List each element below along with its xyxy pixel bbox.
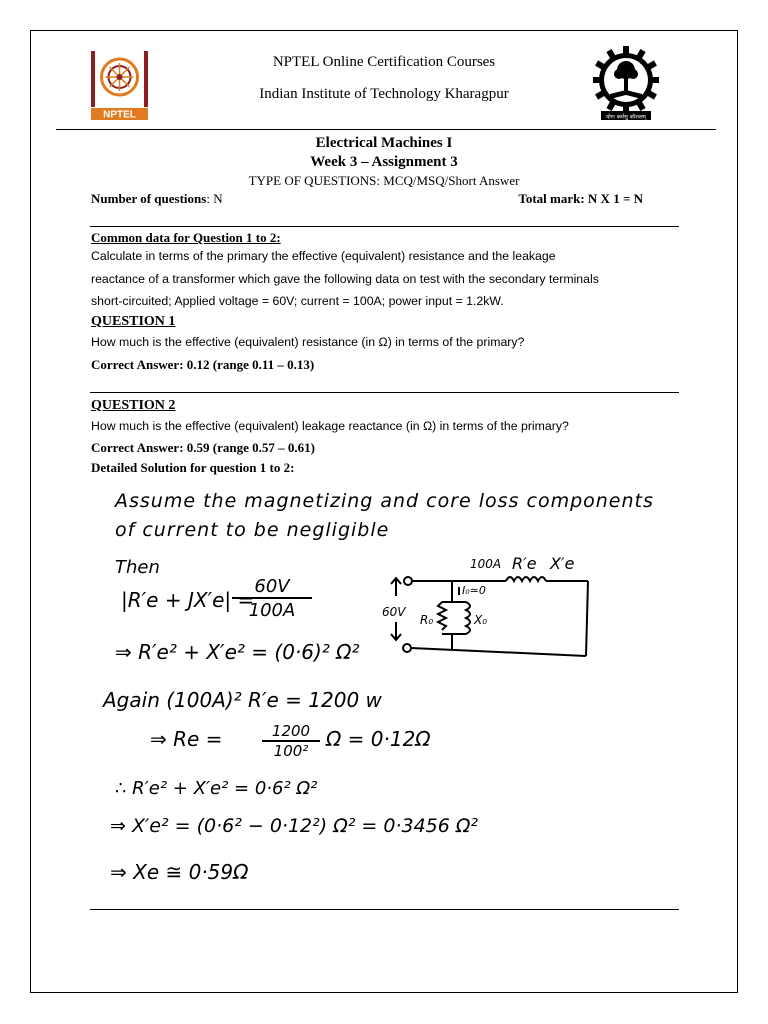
question-types: TYPE OF QUESTIONS: MCQ/MSQ/Short Answer xyxy=(248,173,520,188)
handwritten-xe-square: ⇒ X′e² = (0·6² − 0·12²) Ω² = 0·3456 Ω² xyxy=(110,815,479,837)
header-line-1: NPTEL Online Certification Courses xyxy=(272,54,496,70)
divider-2 xyxy=(90,392,679,393)
svg-text:100A: 100A xyxy=(470,557,502,571)
divider-1 xyxy=(90,226,679,227)
handwritten-square-eq: ⇒ R′e² + X′e² = (0·6)² Ω² xyxy=(115,640,360,664)
number-of-questions: Number of questions: N xyxy=(91,191,223,206)
header-line-2: Indian Institute of Technology Kharagpur xyxy=(259,86,509,102)
handwritten-then: Then xyxy=(115,557,160,578)
question-1-answer: Correct Answer: 0.12 (range 0.11 – 0.13) xyxy=(91,357,315,372)
total-mark: Total mark: N X 1 = N xyxy=(518,191,643,206)
svg-text:R′e: R′e xyxy=(512,554,537,573)
question-1-heading: QUESTION 1 xyxy=(91,314,176,329)
course-title: Electrical Machines I xyxy=(315,135,453,151)
question-2-answer: Correct Answer: 0.59 (range 0.57 – 0.61) xyxy=(91,440,315,455)
seal-motto: योगः कर्मसु कौशलम् xyxy=(606,114,646,121)
handwritten-magnitude: |R′e + JX′e| = xyxy=(121,588,255,612)
svg-text:X′e: X′e xyxy=(550,554,575,573)
question-2-text: How much is the effective (equivalent) leakage reactance (in Ω) in terms of the primary? xyxy=(91,419,569,433)
common-data-heading: Common data for Question 1 to 2: xyxy=(91,230,281,245)
common-data-text: Calculate in terms of the primary the effective (equivalent) resistance and the leakage reactance of a transformer which gave the following data on test with the secondary terminals short-circuited; Applied voltage = 60V; current = 100A; power input = 1.2kW. xyxy=(91,249,599,308)
equivalent-circuit-sketch xyxy=(366,550,606,665)
handwritten-frac-num: 60V xyxy=(232,576,312,599)
nptel-logo-text: NPTEL xyxy=(103,109,136,120)
handwritten-re: ⇒ Re = xyxy=(150,727,223,751)
svg-text:X₀: X₀ xyxy=(474,613,488,627)
handwritten-line-2: of current to be negligible xyxy=(115,519,390,541)
week-title: Week 3 – Assignment 3 xyxy=(310,154,458,170)
question-1-text: How much is the effective (equivalent) resistance (in Ω) in terms of the primary? xyxy=(91,335,525,349)
handwritten-line-1: Assume the magnetizing and core loss components xyxy=(115,490,654,512)
handwritten-xe-result: ⇒ Xe ≅ 0·59Ω xyxy=(110,860,249,884)
handwritten-therefore: ∴ R′e² + X′e² = 0·6² Ω² xyxy=(115,778,318,799)
question-2-heading: QUESTION 2 xyxy=(91,398,176,413)
handwritten-re-num: 1200 xyxy=(262,722,320,742)
divider-3 xyxy=(90,909,679,910)
svg-text:R₀: R₀ xyxy=(420,613,434,627)
svg-text:60V: 60V xyxy=(382,605,406,619)
handwritten-frac-den: 100A xyxy=(248,600,296,621)
solution-heading: Detailed Solution for question 1 to 2: xyxy=(91,460,295,475)
handwritten-re-result: Ω = 0·12Ω xyxy=(326,727,431,751)
svg-text:I₀≃0: I₀≃0 xyxy=(462,584,486,597)
handwritten-re-den: 100² xyxy=(273,742,309,760)
header-divider xyxy=(56,129,716,130)
handwritten-again: Again (100A)² R′e = 1200 w xyxy=(103,688,382,712)
